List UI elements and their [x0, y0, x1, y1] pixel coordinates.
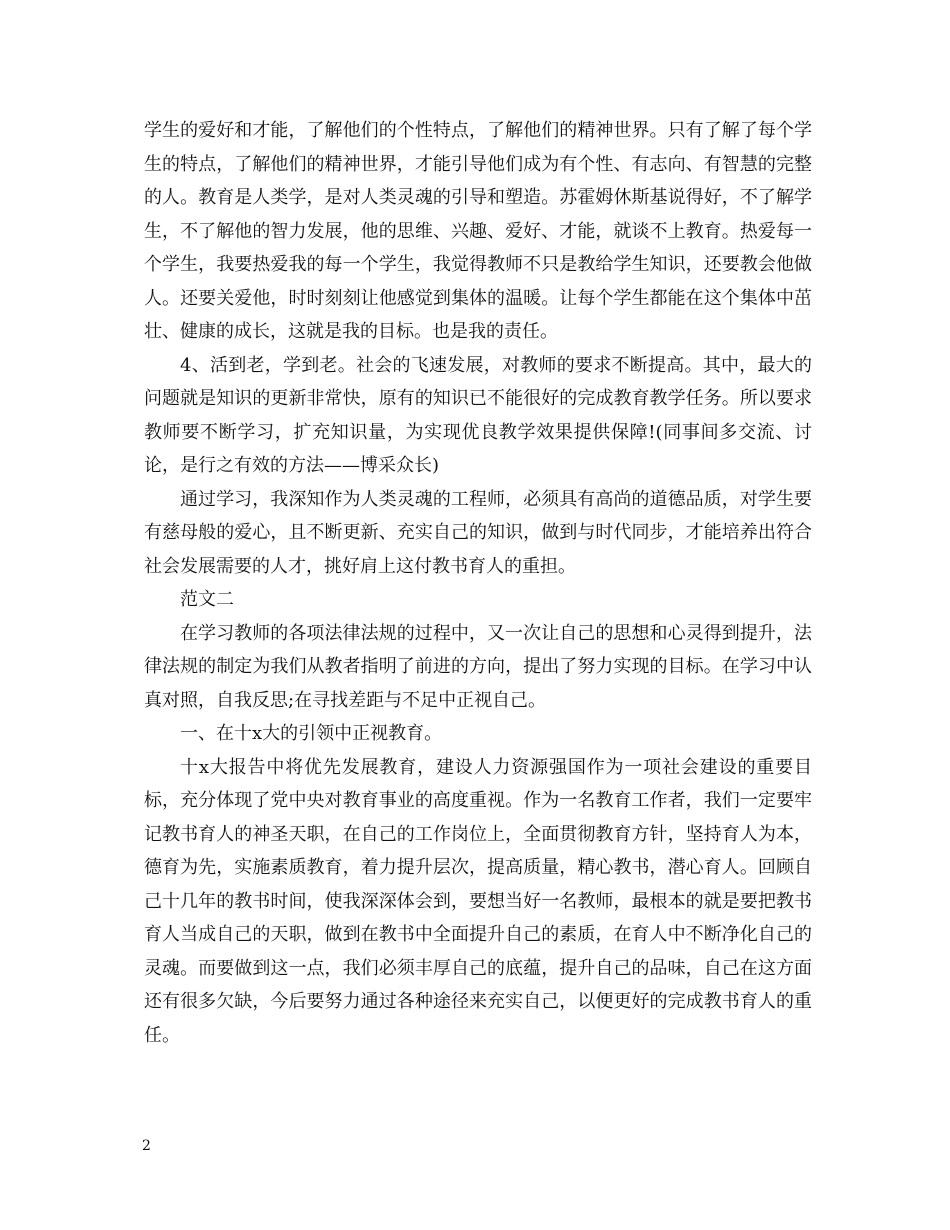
paragraph-2: 4、活到老，学到老。社会的飞速发展，对教师的要求不断提高。其中，最大的问题就是知识的更新非常快，原有的知识已不能很好的完成教育教学任务。所以要求教师要不断学习，扩充知识量，为实现优良教学效果提供保障!(同事间多交流、讨论，是行之有效的方法——博采众长)	[144, 354, 812, 476]
paragraph-7: 十x大报告中将优先发展教育，建设人力资源强国作为一项社会建设的重要目标，充分体现了党中央对教育事业的高度重视。作为一名教育工作者，我们一定要牢记教书育人的神圣天职，在自己的工作岗位上，全面贯彻教育方针，坚持育人为本，德育为先，实施素质教育，着力提升层次，提高质量，精心教书，潜心育人。回顾自己十几年的教书时间，使我深深体会到，要想当好一名教师，最根本的就是要把教书育人当成自己的天职，做到在教书中全面提升自己的素质，在育人中不断净化自己的灵魂。而要做到这一点，我们必须丰厚自己的底蕴，提升自己的品味，自己在这方面还有很多欠缺，今后要努力通过各种途径来充实自己，以便更好的完成教书育人的重任。	[144, 756, 812, 1046]
page-number: 2	[142, 1138, 151, 1154]
section-heading-sample-two: 范文二	[180, 589, 234, 610]
paragraph-5: 在学习教师的各项法律法规的过程中，又一次让自己的思想和心灵得到提升，法律法规的制定为我们从教者指明了前进的方向，提出了努力实现的目标。在学习中认真对照，自我反思;在寻找差距与不足中正视自己。	[144, 622, 812, 711]
paragraph-1: 学生的爱好和才能，了解他们的个性特点，了解他们的精神世界。只有了解了每个学生的特点，了解他们的精神世界，才能引导他们成为有个性、有志向、有智慧的完整的人。教育是人类学，是对人类灵魂的引导和塑造。苏霍姆休斯基说得好，不了解学生，不了解他的智力发展，他的思维、兴趣、爱好、才能，就谈不上教育。热爱每一个学生，我要热爱我的每一个学生，我觉得教师不只是教给学生知识，还要教会他做人。还要关爱他，时时刻刻让他感觉到集体的温暖。让每个学生都能在这个集体中茁壮、健康的成长，这就是我的目标。也是我的责任。	[144, 120, 812, 342]
paragraph-3: 通过学习，我深知作为人类灵魂的工程师，必须具有高尚的道德品质，对学生要有慈母般的爱心，且不断更新、充实自己的知识，做到与时代同步，才能培养出符合社会发展需要的人才，挑好肩上这付教书育人的重担。	[144, 488, 812, 577]
subheading-one: 一、在十x大的引领中正视教育。	[180, 723, 443, 744]
body-text	[144, 114, 812, 1052]
